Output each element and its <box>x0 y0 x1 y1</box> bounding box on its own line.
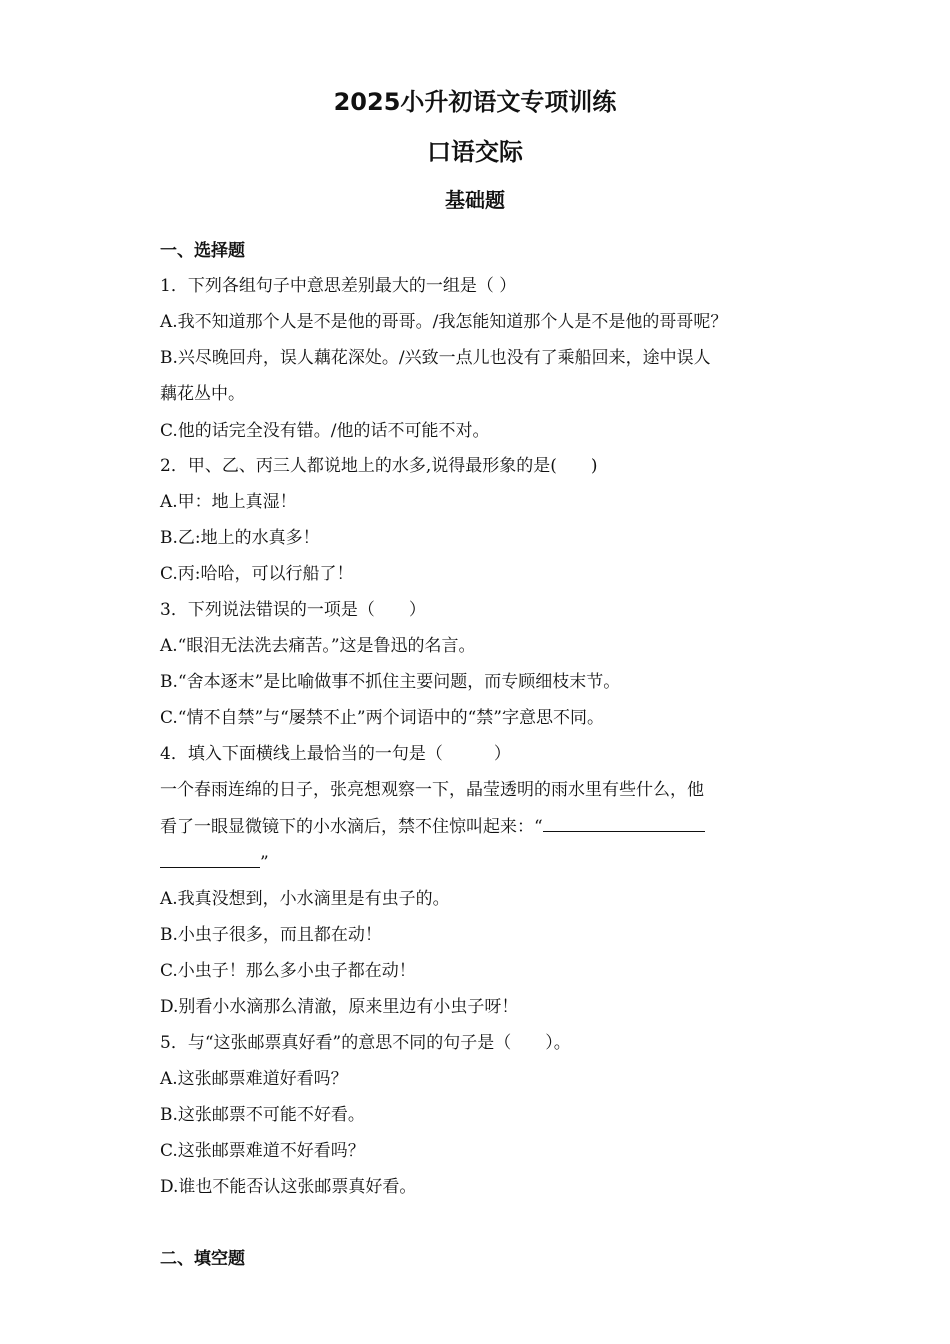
question-4-option-d: D.别看小水滴那么清澈，原来里边有小虫子呀！ <box>160 997 519 1017</box>
question-3-option-b: B.“舍本逐末”是比喻做事不抓住主要问题，而专顾细枝末节。 <box>160 672 621 692</box>
question-4-passage-line2 <box>160 813 705 840</box>
answer-blank <box>543 813 705 832</box>
question-2-option-c: C.丙:哈哈，可以行船了！ <box>160 564 354 584</box>
question-5-stem: 5．与“这张邮票真好看”的意思不同的句子是（ ）。 <box>160 1033 571 1053</box>
question-1-option-b-line2: 藕花丛中。 <box>160 384 245 404</box>
question-2-option-b: B.乙:地上的水真多！ <box>160 528 320 548</box>
section-heading-fill-blank: 二、填空题 <box>160 1249 245 1269</box>
question-4-passage-line3 <box>160 849 269 876</box>
answer-blank <box>160 849 260 868</box>
closing-quote: ” <box>260 853 269 873</box>
question-4-option-c: C.小虫子！那么多小虫子都在动！ <box>160 961 416 981</box>
question-1-option-c: C.他的话完全没有错。/他的话不可能不对。 <box>160 421 490 441</box>
question-5-option-d: D.谁也不能否认这张邮票真好看。 <box>160 1177 417 1197</box>
document-title: 2025小升初语文专项训练 <box>333 88 617 116</box>
question-4-option-a: A.我真没想到，小水滴里是有虫子的。 <box>160 889 450 909</box>
question-4-passage-line1: 一个春雨连绵的日子，张亮想观察一下，晶莹透明的雨水里有些什么，他 <box>160 780 704 800</box>
question-1-option-a: A.我不知道那个人是不是他的哥哥。/我怎能知道那个人是不是他的哥哥呢？ <box>160 312 728 332</box>
question-3-option-c: C.“情不自禁”与“屡禁不止”两个词语中的“禁”字意思不同。 <box>160 708 604 728</box>
section-heading-choice: 一、选择题 <box>160 241 245 261</box>
question-3-option-a: A.“眼泪无法洗去痛苦。”这是鲁迅的名言。 <box>160 636 476 656</box>
question-5-option-a: A.这张邮票难道好看吗？ <box>160 1069 348 1089</box>
question-4-option-b: B.小虫子很多，而且都在动！ <box>160 925 382 945</box>
question-4-passage-text: 看了一眼显微镜下的小水滴后，禁不住惊叫起来：“ <box>160 817 543 837</box>
question-2-stem: 2．甲、乙、丙三人都说地上的水多,说得最形象的是( ) <box>160 456 598 476</box>
question-2-option-a: A.甲：地上真湿！ <box>160 492 297 512</box>
question-1-stem: 1．下列各组句子中意思差别最大的一组是（ ） <box>160 276 517 296</box>
question-1-option-b-line1: B.兴尽晚回舟，误人藕花深处。/兴致一点儿也没有了乘船回来，途中误人 <box>160 348 711 368</box>
document-subtitle: 口语交际 <box>427 138 523 166</box>
question-3-stem: 3．下列说法错误的一项是（ ） <box>160 600 426 620</box>
question-5-option-c: C.这张邮票难道不好看吗？ <box>160 1141 365 1161</box>
question-5-option-b: B.这张邮票不可能不好看。 <box>160 1105 365 1125</box>
question-4-stem: 4．填入下面横线上最恰当的一句是（ ） <box>160 744 511 764</box>
difficulty-level: 基础题 <box>445 188 505 212</box>
